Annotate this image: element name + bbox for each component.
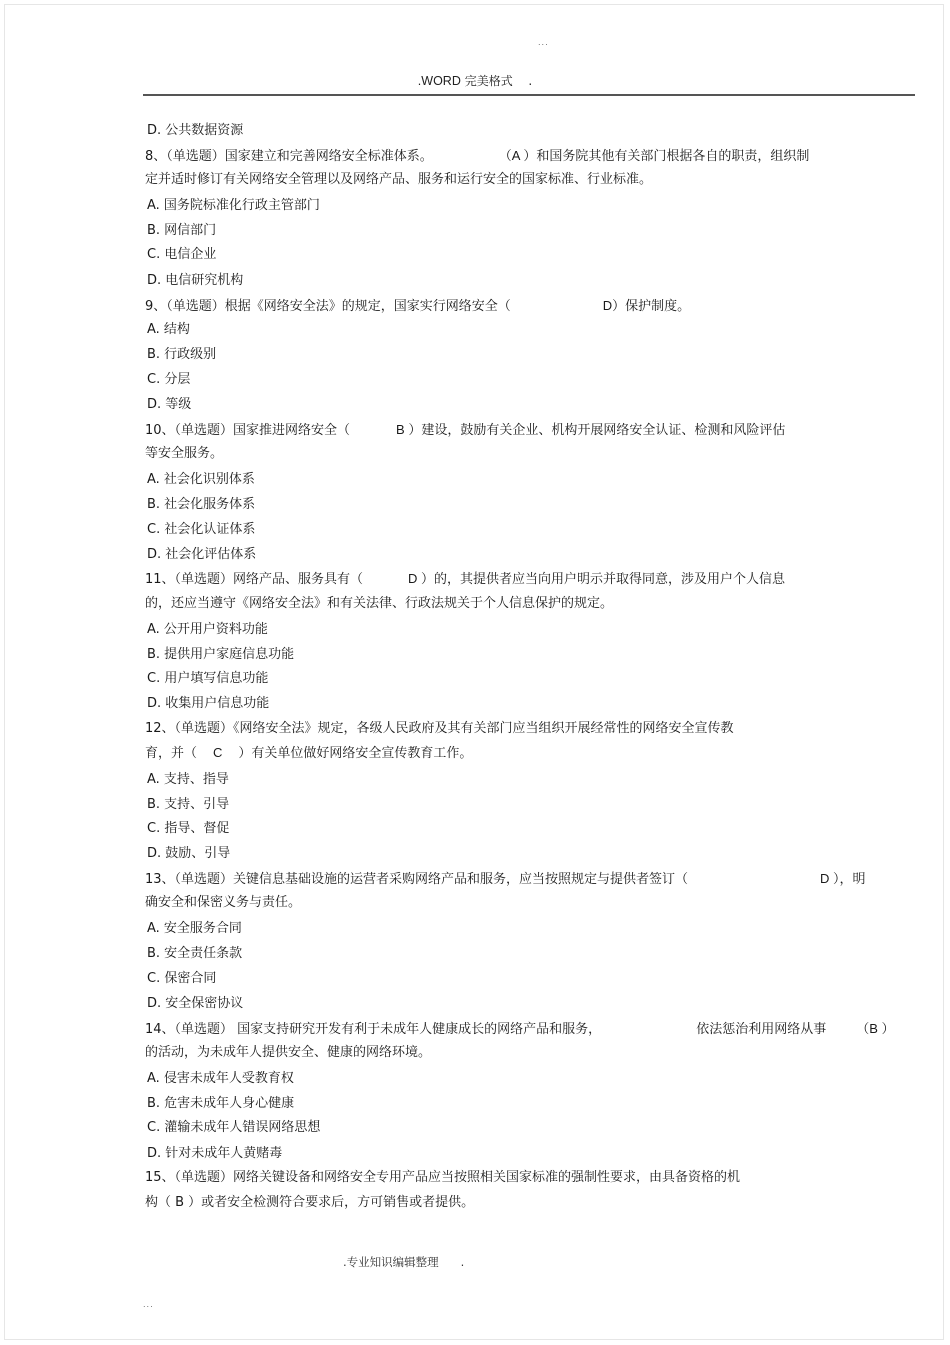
option-line: D. 收集用户信息功能: [147, 696, 270, 711]
header-dots: ...: [538, 38, 549, 47]
question-12-cont: [145, 744, 472, 763]
question-11-answer: D ）的，其提供者应当向用户明示并取得同意，涉及用户个人信息: [408, 571, 786, 586]
header-dot: .: [528, 74, 533, 88]
option-line: B. 行政级别: [147, 347, 217, 362]
option-line: D. 安全保密协议: [147, 996, 244, 1011]
option-line: B. 网信部门: [147, 223, 217, 238]
question-11-cont: 的，还应当遵守《网络安全法》和有关法律、行政法规关于个人信息保护的规定。: [145, 596, 614, 611]
option-line: C. 保密合同: [147, 971, 217, 986]
question-14-cont: 的活动，为未成年人提供安全、健康的网络环境。: [145, 1045, 432, 1060]
question-10-stem: 10、（单选题）国家推进网络安全（: [145, 423, 351, 438]
page-footer: [343, 1254, 464, 1270]
question-12-answer: C: [213, 745, 223, 760]
option-line: B. 安全责任条款: [147, 946, 243, 961]
question-13-stem: 13、（单选题）关键信息基础设施的运营者采购网络产品和服务，应当按照规定与提供者签订（: [145, 872, 689, 887]
question-8-stem: 8、（单选题）国家建立和完善网络安全标准体系。: [145, 149, 433, 164]
option-line: C. 用户填写信息功能: [147, 671, 269, 686]
page-header: [0, 72, 950, 89]
question-13-cont: 确安全和保密义务与责任。: [145, 895, 302, 910]
option-line: A. 结构: [147, 322, 190, 337]
option-line: D. 等级: [147, 397, 192, 412]
question-14-stem: 14、（单选题） 国家支持研究开发有利于未成年人健康成长的网络产品和服务，: [145, 1022, 602, 1037]
page-border: [4, 4, 944, 1340]
option-line: D. 鼓励、引导: [147, 846, 231, 861]
header-word: .WORD: [417, 74, 461, 88]
footer-dots: ...: [143, 1300, 154, 1309]
question-15-cont: 构（ B ）或者安全检测符合要求后，方可销售或者提供。: [145, 1195, 475, 1210]
option-line: C. 灌输未成年人错误网络思想: [147, 1120, 321, 1135]
option-line: D. 电信研究机构: [147, 273, 244, 288]
question-8-line: [145, 147, 809, 166]
question-14-mid: 依法惩治利用网络从事: [696, 1022, 827, 1037]
option-line: A. 公开用户资料功能: [147, 622, 268, 637]
option-line: B. 支持、引导: [147, 797, 230, 812]
question-8-cont: 定并适时修订有关网络安全管理以及网络产品、服务和运行安全的国家标准、行业标准。: [145, 172, 653, 187]
header-divider: [143, 94, 915, 96]
question-9-stem: 9、（单选题）根据《网络安全法》的规定，国家实行网络安全（: [145, 299, 511, 314]
option-line: B. 危害未成年人身心健康: [147, 1096, 295, 1111]
option-line: D. 针对未成年人黄赌毒: [147, 1146, 283, 1161]
question-12-line: 12、（单选题）《网络安全法》规定，各级人民政府及其有关部门应当组织开展经常性的网络安全宣传教: [145, 721, 734, 736]
question-11-stem: 11、（单选题）网络产品、服务具有（: [145, 572, 364, 587]
question-14-line: [145, 1020, 895, 1039]
footer-text: .专业知识编辑整理: [343, 1255, 439, 1269]
option-line: D. 社会化评估体系: [147, 547, 257, 562]
question-10-answer: B ）建设，鼓励有关企业、机构开展网络安全认证、检测和风险评估: [396, 422, 786, 437]
question-8-answer: （A ）和国务院其他有关部门根据各自的职责，组织制: [498, 148, 810, 163]
option-line: C. 电信企业: [147, 247, 217, 262]
option-line: B. 社会化服务体系: [147, 497, 256, 512]
option-line: C. 社会化认证体系: [147, 522, 256, 537]
question-12-stem: 育，并（: [145, 746, 198, 761]
question-9-answer: D）保护制度。: [602, 298, 691, 313]
question-10-line: [145, 421, 785, 440]
question-13-answer: D ），明: [820, 871, 866, 886]
question-9-line: [145, 297, 690, 316]
option-line: A. 支持、指导: [147, 772, 229, 787]
option-line: C. 分层: [147, 372, 191, 387]
question-10-cont: 等安全服务。: [145, 446, 224, 461]
question-15-line: 15、（单选题）网络关键设备和网络安全专用产品应当按照相关国家标准的强制性要求，由具备资格的机: [145, 1170, 741, 1185]
question-14-answer: （B ）: [856, 1021, 895, 1036]
option-line: D. 公共数据资源: [147, 123, 244, 138]
option-line: A. 安全服务合同: [147, 921, 242, 936]
option-line: A. 社会化识别体系: [147, 472, 255, 487]
option-line: A. 国务院标准化行政主管部门: [147, 198, 320, 213]
option-line: A. 侵害未成年人受教育权: [147, 1071, 294, 1086]
option-line: B. 提供用户家庭信息功能: [147, 647, 295, 662]
question-12-tail: ）有关单位做好网络安全宣传教育工作。: [238, 746, 473, 761]
footer-dot: .: [460, 1255, 465, 1269]
option-line: C. 指导、督促: [147, 821, 230, 836]
header-suffix: 完美格式: [464, 74, 513, 88]
question-13-line: [145, 870, 866, 889]
question-11-line: [145, 570, 785, 589]
